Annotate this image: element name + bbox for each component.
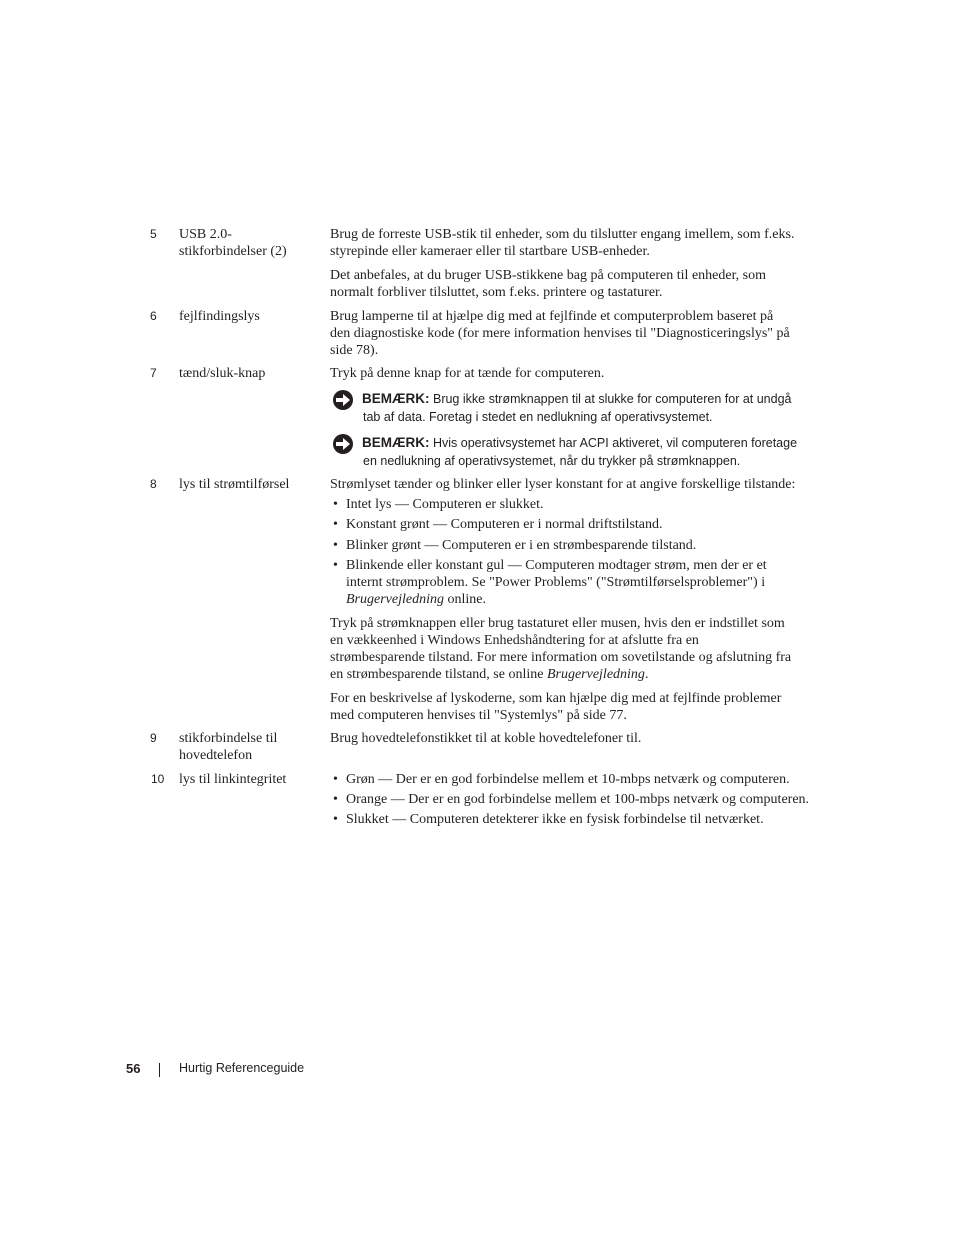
item-description: Brug lamperne til at hjælpe dig med at fejlfinde et computerproblem baseret på den diagnostiske kode (for mere information henvises til "Diagnosticeringslys" på side 78). bbox=[330, 309, 790, 358]
item-label: fejlfindingslys bbox=[179, 309, 260, 324]
note-box bbox=[332, 434, 812, 470]
item-label: stikforbindelse til hovedtelefon bbox=[179, 731, 278, 763]
item-label: lys til strømtilførsel bbox=[179, 477, 290, 492]
bullet-icon: • bbox=[333, 812, 338, 827]
item-number: 6 bbox=[150, 309, 157, 323]
note-text: Brug ikke strømknappen til at slukke for computeren for at undgå bbox=[432, 392, 792, 406]
bullet-icon: • bbox=[333, 792, 338, 807]
item-description: Strømlyset tænder og blinker eller lyser konstant for at angive forskellige tilstande: bbox=[330, 477, 796, 492]
list-item: • Slukket — Computeren detekterer ikke en fysisk forbindelse til netværket. bbox=[333, 812, 764, 827]
note-keyword: BEMÆRK: bbox=[362, 435, 430, 450]
item-number: 9 bbox=[150, 731, 157, 745]
item-description: Brug de forreste USB-stik til enheder, som du tilslutter engang imellem, som f.eks. styrepinde eller kameraer eller til startbare USB-enheder. bbox=[330, 227, 795, 259]
list-item: • Konstant grønt — Computeren er i normal driftstilstand. bbox=[333, 517, 663, 532]
list-item: • Orange — Der er en god forbindelse mellem et 100-mbps netværk og computeren. bbox=[333, 792, 810, 807]
item-description: Brug hovedtelefonstikket til at koble hovedtelefoner til. bbox=[330, 731, 642, 746]
note-text: Hvis operativsystemet har ACPI aktiveret, vil computeren foretage bbox=[432, 436, 798, 450]
footer-divider bbox=[159, 1063, 160, 1077]
item-description: Tryk på denne knap for at tænde for computeren. bbox=[330, 366, 605, 381]
item-description: Det anbefales, at du bruger USB-stikkene bag på computeren til enheder, som normalt forbliver tilsluttet, som f.eks. printere og tastaturer. bbox=[330, 268, 767, 300]
bullet-icon: • bbox=[333, 538, 338, 553]
note-text: tab af data. Foretag i stedet en nedlukning af operativsystemet. bbox=[363, 410, 713, 424]
note-box bbox=[332, 390, 812, 426]
note-text: en nedlukning af operativsystemet, når du trykker på strømknappen. bbox=[363, 454, 741, 468]
bullet-icon: • bbox=[333, 558, 338, 573]
bullet-icon: • bbox=[333, 772, 338, 787]
list-item: • Grøn — Der er en god forbindelse mellem et 10-mbps netværk og computeren. bbox=[333, 772, 790, 787]
notice-arrow-icon bbox=[332, 390, 354, 415]
list-item: • Blinker grønt — Computeren er i en strømbesparende tilstand. bbox=[333, 538, 697, 553]
list-item: • Blinkende eller konstant gul — Computeren modtager strøm, men der er et internt strømproblem. Se "Power Problems" ("Strømtilførselsproblemer") i Brugervejledning online. bbox=[333, 558, 767, 607]
item-label: lys til linkintegritet bbox=[179, 772, 287, 787]
bullet-icon: • bbox=[333, 517, 338, 532]
item-description: Tryk på strømknappen eller brug tastaturet eller musen, hvis den er indstillet som en vækkeenhed i Windows Enhedshåndtering for at afslutte fra en strømbesparende tilstand. For mere information om sovetilstande og afslutning fra en strømbesparende tilstand, se online Brugervejledning. bbox=[330, 616, 792, 682]
note-keyword: BEMÆRK: bbox=[362, 391, 430, 406]
list-item: • Intet lys — Computeren er slukket. bbox=[333, 497, 544, 512]
item-label: USB 2.0- stikforbindelser (2) bbox=[179, 227, 287, 259]
page-number: 56 bbox=[126, 1061, 141, 1076]
bullet-icon: • bbox=[333, 497, 338, 512]
item-label: tænd/sluk-knap bbox=[179, 366, 266, 381]
item-number: 10 bbox=[151, 772, 165, 786]
document-title-ref: Brugervejledning bbox=[346, 592, 444, 607]
item-number: 8 bbox=[150, 477, 157, 491]
item-number: 5 bbox=[150, 227, 157, 241]
item-number: 7 bbox=[150, 366, 157, 380]
notice-arrow-icon bbox=[332, 434, 354, 459]
item-description: For en beskrivelse af lyskoderne, som kan hjælpe dig med at fejlfinde problemer med computeren henvises til "Systemlys" på side 77. bbox=[330, 691, 782, 723]
footer-title: Hurtig Referenceguide bbox=[179, 1061, 305, 1075]
document-title-ref: Brugervejledning bbox=[546, 667, 645, 682]
